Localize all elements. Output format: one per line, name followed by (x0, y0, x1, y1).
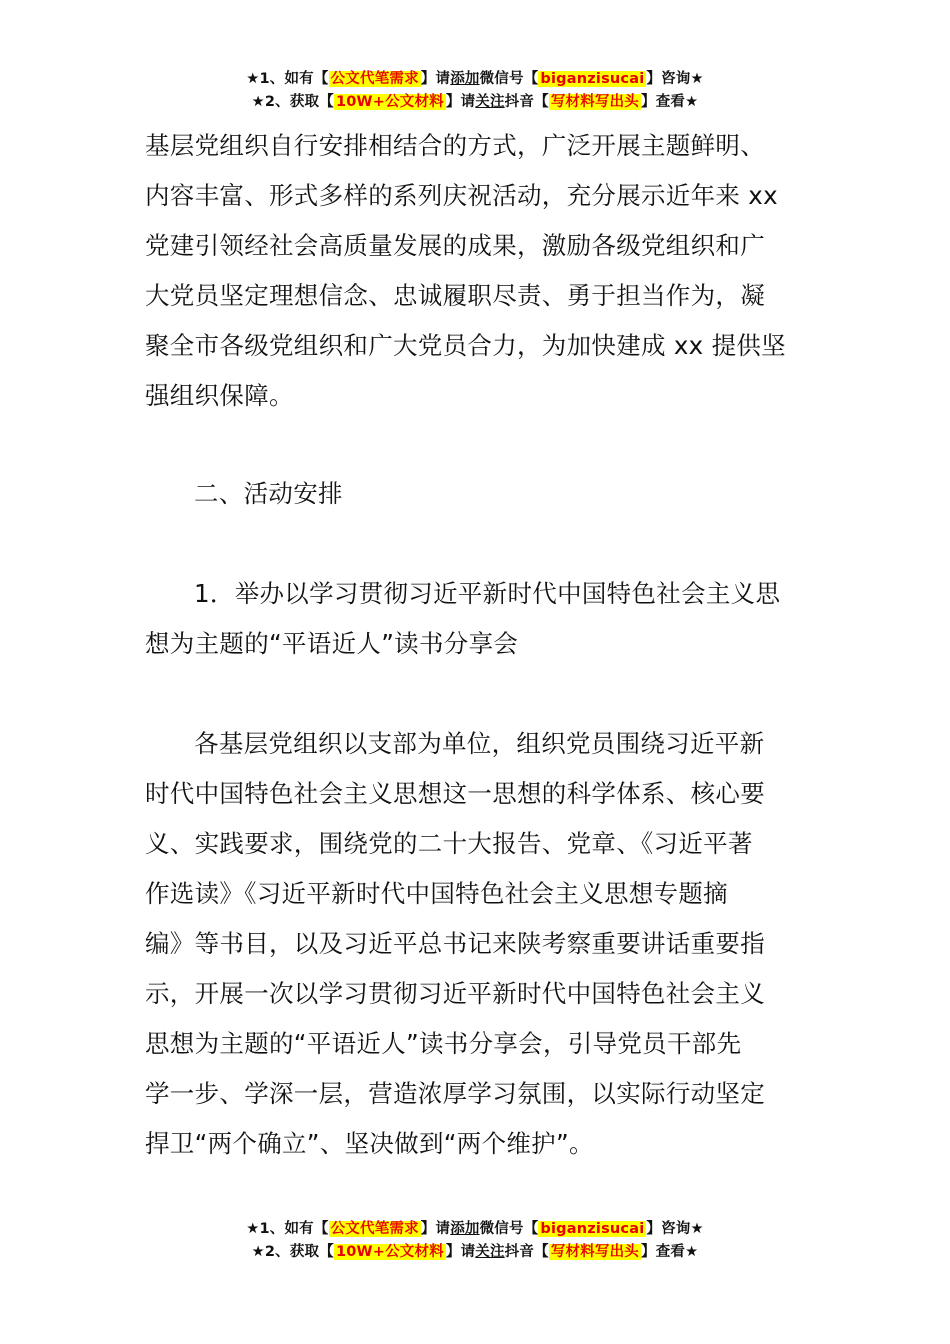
text-line: 示，开展一次以学习贯彻习近平新时代中国特色社会主义 (145, 979, 765, 1008)
promo-banner-top (0, 68, 950, 114)
promo-text: 】查看★ (641, 94, 699, 110)
promo-banner-bottom (0, 1218, 950, 1264)
promo-text: 】请 (420, 71, 451, 87)
promo-highlight: 公文代笔需求 (330, 71, 419, 87)
promo-text: 】请 (420, 1221, 451, 1237)
promo-underlined: 关注 (475, 1244, 505, 1260)
promo-highlight: 10W+公文材料 (335, 1244, 444, 1260)
text-line: 强组织保障。 (145, 381, 294, 410)
promo-text: 】查看★ (641, 1244, 699, 1260)
promo-douyin-id: 写材料写出头 (550, 94, 640, 110)
promo-underlined: 添加 (450, 1221, 480, 1237)
promo-text: 微信号【 (479, 71, 539, 87)
promo-underlined: 添加 (450, 71, 480, 87)
heading-text: 二、活动安排 (194, 479, 343, 508)
promo-text: 】咨询★ (646, 1221, 704, 1237)
text-line: 捍卫“两个确立”、坚决做到“两个维护”。 (145, 1129, 594, 1158)
text-line: 编》等书目，以及习近平总书记来陕考察重要讲话重要指 (145, 929, 765, 958)
promo-text: 】咨询★ (646, 71, 704, 87)
promo-text: 微信号【 (479, 1221, 539, 1237)
promo-line-2 (0, 91, 950, 114)
section-heading (145, 469, 810, 519)
text-line: 聚全市各级党组织和广大党员合力，为加快建成 xx 提供坚 (145, 331, 786, 360)
text-line: 时代中国特色社会主义思想这一思想的科学体系、核心要 (145, 779, 765, 808)
promo-text: ★2、获取【 (251, 1244, 334, 1260)
promo-douyin-id: 写材料写出头 (550, 1244, 640, 1260)
text-line: 基层党组织自行安排相结合的方式，广泛开展主题鲜明、 (145, 131, 765, 160)
item-heading (145, 569, 810, 669)
promo-text: ★1、如有【 (246, 1221, 329, 1237)
promo-line-1 (0, 68, 950, 91)
promo-wechat-id: biganzisucai (540, 71, 645, 87)
promo-text: ★1、如有【 (246, 71, 329, 87)
text-line: 义、实践要求，围绕党的二十大报告、党章、《习近平著 (145, 829, 753, 858)
text-line: 作选读》《习近平新时代中国特色社会主义思想专题摘 (145, 879, 728, 908)
promo-text: 抖音【 (504, 94, 549, 110)
text-line: 党建引领经社会高质量发展的成果，激励各级党组织和广 (145, 231, 765, 260)
promo-wechat-id: biganzisucai (540, 1221, 645, 1237)
promo-highlight: 公文代笔需求 (330, 1221, 419, 1237)
promo-text: ★2、获取【 (251, 94, 334, 110)
promo-text: 】请 (445, 94, 476, 110)
promo-highlight: 10W+公文材料 (335, 94, 444, 110)
text-line: 想为主题的“平语近人”读书分享会 (145, 629, 519, 658)
promo-underlined: 关注 (475, 94, 505, 110)
text-line: 大党员坚定理想信念、忠诚履职尽责、勇于担当作为，凝 (145, 281, 765, 310)
promo-line-2 (0, 1241, 950, 1264)
text-line: 1．举办以学习贯彻习近平新时代中国特色社会主义思 (194, 579, 781, 608)
promo-text: 】请 (445, 1244, 476, 1260)
paragraph-continuation (145, 121, 810, 421)
text-line: 各基层党组织以支部为单位，组织党员围绕习近平新 (194, 729, 765, 758)
promo-text: 抖音【 (504, 1244, 549, 1260)
body-paragraph (145, 719, 810, 1169)
text-line: 学一步、学深一层，营造浓厚学习氛围，以实际行动坚定 (145, 1079, 765, 1108)
text-line: 思想为主题的“平语近人”读书分享会，引导党员干部先 (145, 1029, 742, 1058)
text-line: 内容丰富、形式多样的系列庆祝活动，充分展示近年来 xx (145, 181, 778, 210)
promo-line-1 (0, 1218, 950, 1241)
